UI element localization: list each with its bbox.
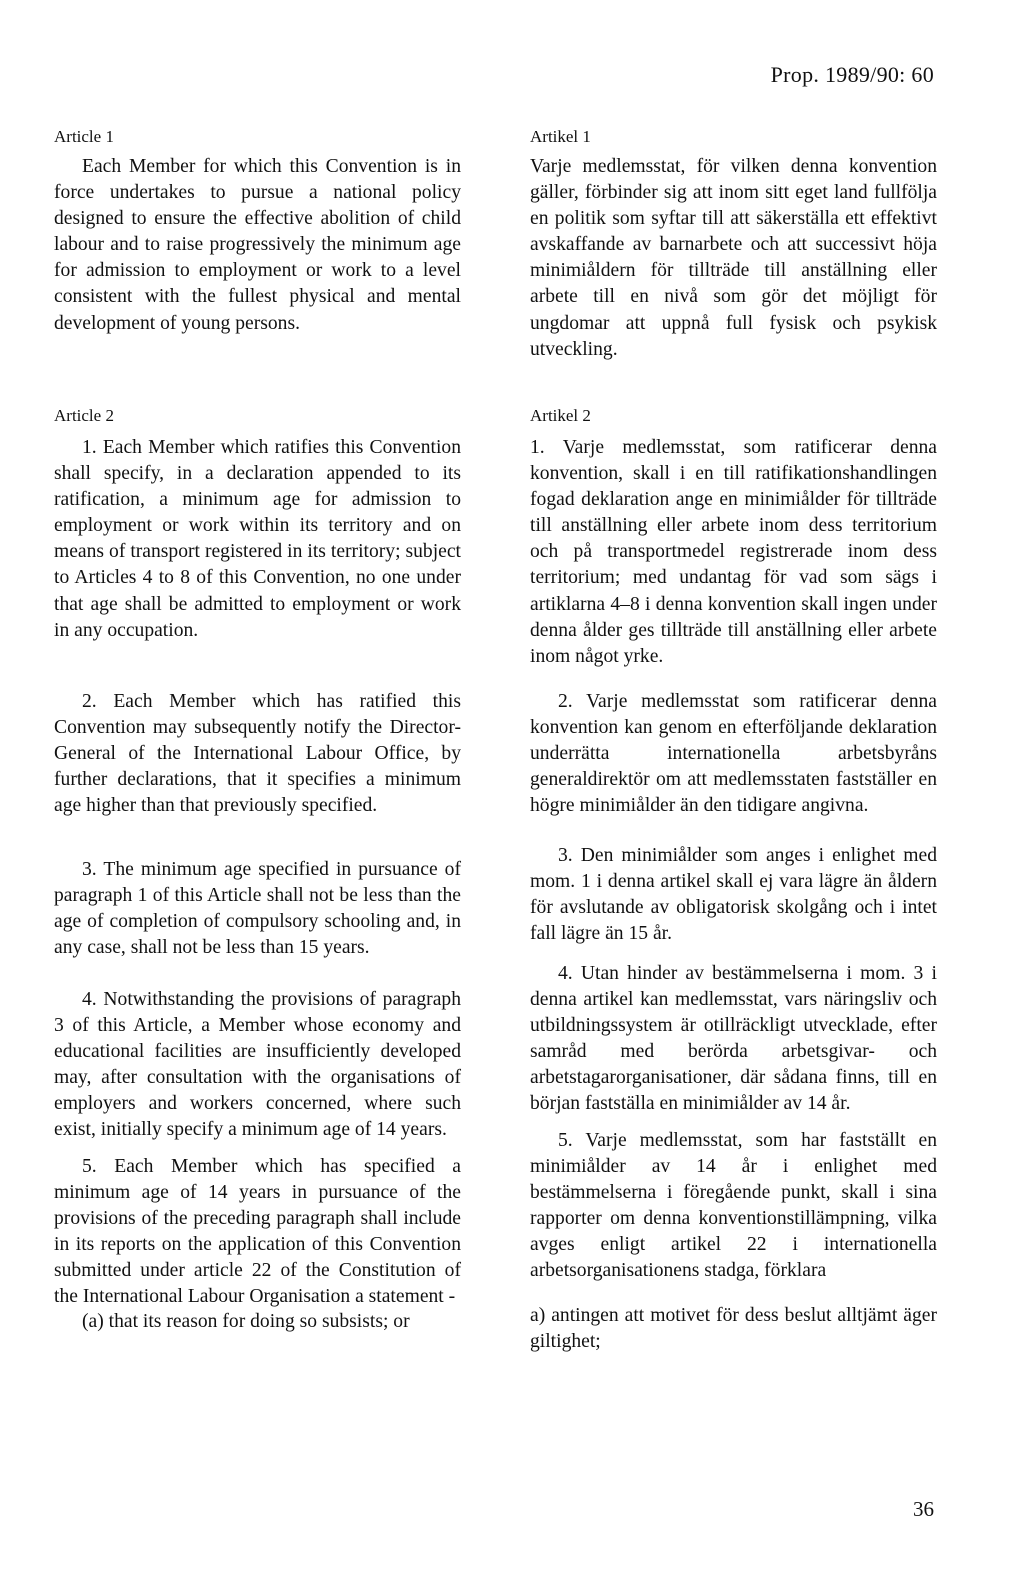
article-1-text-en: Each Member for which this Convention is in force undertakes to pursue a national policy designed to ensure the effective abolition of child labour and to raise progressively the minimum age for admission to employment or work to a level consistent with the fullest physical and mental development of young persons. [54,156,461,334]
article-2-heading-sv: Artikel 2 [530,406,591,425]
document-reference: Prop. 1989/90: 60 [770,62,934,87]
article-1-heading-en: Article 1 [54,127,114,146]
article-2-para-3-en: 3. The minimum age specified in pursuance of paragraph 1 of this Article shall not be less than the age of completion of compulsory schooling and, in any case, shall not be less than 15 years. [54,859,461,959]
page-number: 36 [913,1497,934,1521]
article-2-para-a-en: (a) that its reason for doing so subsists; or [82,1311,410,1332]
article-2-para-4-en: 4. Notwithstanding the provisions of paragraph 3 of this Article, a Member whose economy and educational facilities are insufficiently developed may, after consultation with the organisations of employers and workers concerned, where such exist, initially specify a minimum age of 14 years. [54,989,461,1141]
article-2-para-1-en: 1. Each Member which ratifies this Convention shall specify, in a declaration appended to its ratification, a minimum age for admission to employment or work within its territory and on means of transport registered in its territory; subject to Articles 4 to 8 of this Convention, no one under that age shall be admitted to employment or work in any occupation. [54,437,461,641]
article-2-para-2-sv: 2. Varje medlemsstat som ratificerar denna konvention kan genom en efterföljande deklaration underrätta internationella arbetsbyråns generaldirektör om att medlemsstaten fastställer en högre minimiålder än den tidigare angivna. [530,691,937,817]
article-2-para-5-en: 5. Each Member which has specified a minimum age of 14 years in pursuance of the provisions of the preceding paragraph shall include in its reports on the application of this Convention submitted under article 22 of the Constitution of the International Labour Organisation a statement - [54,1156,461,1308]
article-2-para-a-sv: a) antingen att motivet för dess beslut alltjämt äger giltighet; [530,1305,937,1353]
article-2-para-3-sv: 3. Den minimiålder som anges i enlighet med mom. 1 i denna artikel skall ej vara lägre än åldern för avslutande av obligatorisk skolgång och i intet fall lägre än 15 år. [530,845,937,945]
article-1-heading-sv: Artikel 1 [530,127,591,146]
article-2-para-1-sv: 1. Varje medlemsstat, som ratificerar denna konvention, skall i en till ratifikationshandlingen fogad deklaration ange en minimiålder för tillträde till anställning eller arbete inom dess territorium och på transportmedel registrerade inom dess territorium; med undantag för vad som sägs i artiklarna 4–8 i denna konvention skall ingen under denna ålder ges tillträde till anställning eller arbete inom något yrke. [530,437,937,667]
article-1-text-sv: Varje medlemsstat, för vilken denna konvention gäller, förbinder sig att inom sitt eget land fullfölja en politik som syftar till att säkerställa ett effektivt avskaffande av barnarbete och att successivt höja minimiåldern för tillträde till anställning eller arbete till en nivå som gör det möjligt för ungdomar att uppnå full fysisk och psykisk utveckling. [530,156,937,360]
article-2-para-5-sv: 5. Varje medlemsstat, som har fastställt en minimiålder av 14 år i enlighet med bestämmelserna i föregående punkt, skall i sina rapporter om denna konventionstillämpning, vilka avges enligt artikel 22 i internationella arbetsorganisationens stadga, förklara [530,1130,937,1282]
article-2-heading-en: Article 2 [54,406,114,425]
article-2-para-2-en: 2. Each Member which has ratified this Convention may subsequently notify the Director-General of the International Labour Office, by further declarations, that it specifies a minimum age higher than that previously specified. [54,691,461,817]
article-2-para-4-sv: 4. Utan hinder av bestämmelserna i mom. 3 i denna artikel kan medlemsstat, vars näringsliv och utbildningssystem är otillräckligt utvecklade, efter samråd med berörda arbetsgivar- och arbetstagarorganisationer, där sådana finns, till en början fastställa en minimiålder av 14 år. [530,963,937,1115]
